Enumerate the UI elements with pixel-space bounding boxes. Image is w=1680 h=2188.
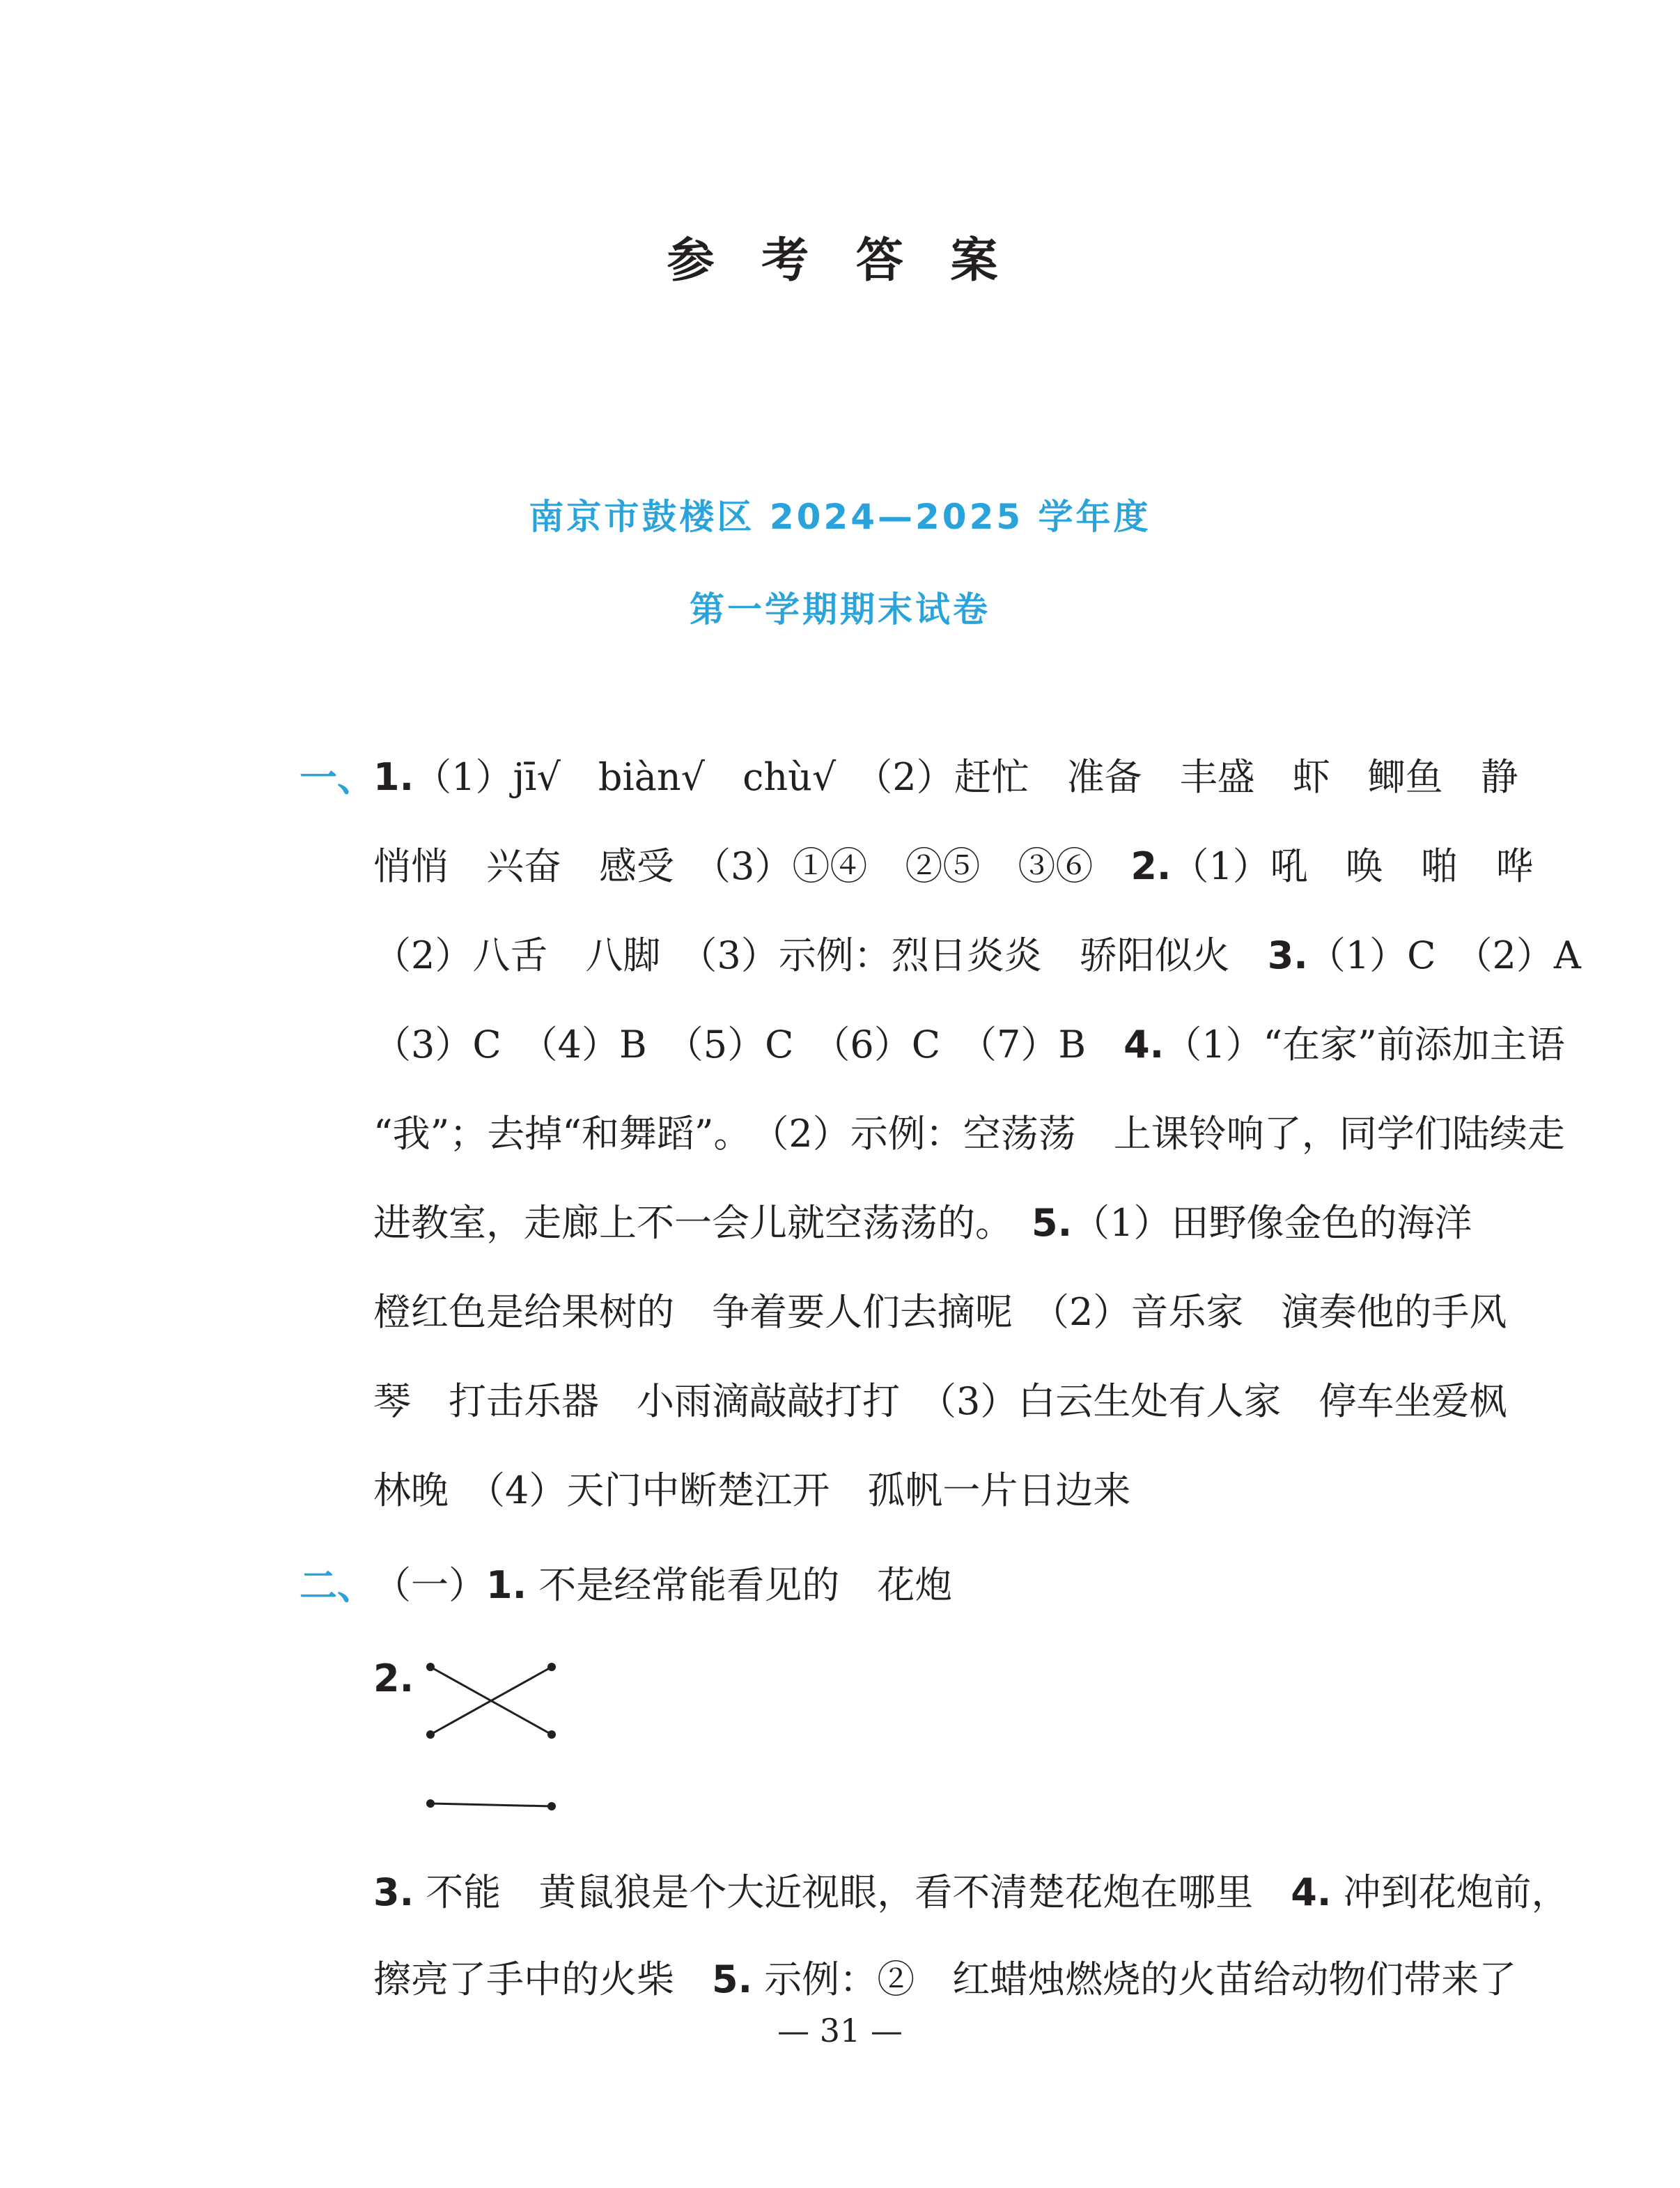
answer-text: （1）吼 唤 啪 哗 <box>1171 844 1534 888</box>
matching-lines-diagram <box>415 1654 568 1836</box>
answer-line <box>373 1357 1620 1446</box>
question-number: 5. <box>712 1957 753 2001</box>
answer-line <box>373 1541 1620 1630</box>
answer-text: 悄悄 兴奋 感受 （3）①④ ②⑤ ③⑥ <box>373 844 1131 888</box>
subsection-marker: （一） <box>373 1563 486 1607</box>
answer-text: 冲到花炮前， <box>1343 1870 1569 1914</box>
question-number: 3. <box>1267 933 1308 977</box>
match-dot <box>547 1730 556 1739</box>
answer-text: 擦亮了手中的火柴 <box>373 1957 712 2001</box>
answer-line <box>373 1179 1620 1268</box>
answer-text: （1）C （2）A <box>1307 933 1581 977</box>
answer-text: “我”；去掉“和舞蹈”。 （2）示例：空荡荡 上课铃响了，同学们陆续走 <box>373 1112 1565 1156</box>
question-number: 5. <box>1032 1201 1073 1245</box>
answer-text: （2）八舌 八脚 （3）示例：烈日炎炎 骄阳似火 <box>373 933 1268 977</box>
match-dot <box>426 1799 435 1808</box>
answer-line <box>373 733 1620 822</box>
answer-text: （1）“在家”前添加主语 <box>1164 1023 1565 1066</box>
matching-line <box>430 1803 552 1806</box>
answer-text: （1）田野像金色的海洋 <box>1072 1201 1472 1245</box>
exam-title-line2: 第一学期期末试卷 <box>690 589 990 630</box>
answer-text: 示例：② 红蜡烛燃烧的火苗给动物们带来了 <box>764 1957 1517 2001</box>
answer-text: 琴 打击乐器 小雨滴敲敲打打 （3）白云生处有人家 停车坐爱枫 <box>373 1379 1507 1423</box>
question-number: 1. <box>486 1563 527 1607</box>
answer-line <box>373 1089 1620 1179</box>
section-one-marker: 一、 <box>300 755 375 800</box>
answer-line <box>373 1848 1620 1937</box>
answer-line <box>373 822 1620 911</box>
answer-text: 林晚 （4）天门中断楚江开 孤帆一片日边来 <box>373 1468 1131 1512</box>
answer-text: 不能 黄鼠狼是个大近视眼，看不清楚花炮在哪里 <box>426 1870 1291 1914</box>
answer-line <box>373 1446 1620 1535</box>
match-dot <box>547 1802 556 1810</box>
page-title: 参 考 答 案 <box>667 233 1013 288</box>
match-dot <box>426 1663 435 1671</box>
page-number: — 31 — <box>777 2012 903 2049</box>
question-number: 3. <box>373 1870 414 1914</box>
answer-line <box>373 1935 1620 2024</box>
section-two-marker: 二、 <box>300 1563 375 1608</box>
answer-line <box>373 1268 1620 1357</box>
exam-title-line1: 南京市鼓楼区 2024—2025 学年度 <box>529 497 1151 537</box>
question-number: 2. <box>1130 844 1172 888</box>
question-number: 1. <box>373 755 414 799</box>
question-number: 4. <box>1291 1870 1332 1914</box>
question-number: 4. <box>1123 1023 1165 1066</box>
answer-text: （3）C （4）B （5）C （6）C （7）B <box>373 1023 1124 1066</box>
match-dot <box>426 1730 435 1739</box>
answer-line <box>373 911 1620 1000</box>
question-number: 2. <box>373 1656 414 1700</box>
answer-text: 橙红色是给果树的 争着要人们去摘呢 （2）音乐家 演奏他的手风 <box>373 1290 1507 1334</box>
answer-line <box>373 1000 1620 1089</box>
match-dot <box>547 1663 556 1671</box>
answer-text: 不是经常能看见的 花炮 <box>538 1563 953 1607</box>
answer-text: 进教室，走廊上不一会儿就空荡荡的。 <box>373 1201 1032 1245</box>
answer-text: （1）jī√ biàn√ chù√ （2）赶忙 准备 丰盛 虾 鲫鱼 静 <box>414 755 1518 799</box>
